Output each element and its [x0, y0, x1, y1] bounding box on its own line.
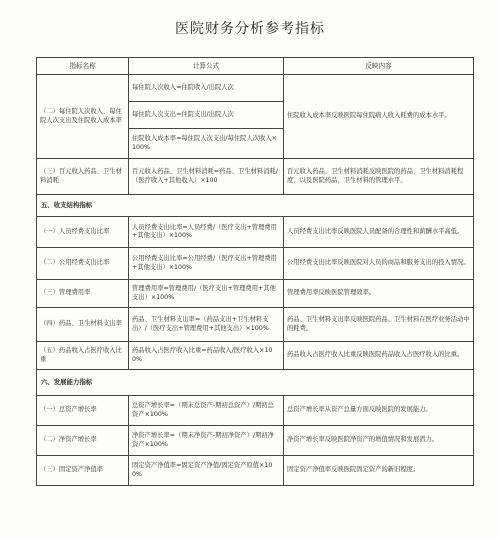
formula-cell: 总资产增长率=（期末总资产-期初总资产）/期初总资产×100%: [129, 396, 284, 426]
formula-cell: 公用经费支出比率=公用经费/（医疗支出+管理费用+其他支出）×100%: [129, 248, 284, 280]
indicator-name: （三）管理费用率: [37, 280, 129, 308]
formula-cell: 药品、卫生材料支出率=（药品支出+卫生材料支出）/（医疗支出+管理费用+其他支出）×100%: [129, 308, 284, 342]
content-cell: 公用经费支出比率反映医院对人员的商品和服务支出的投入情况。: [284, 248, 474, 280]
section-title: 六、发展能力指标: [37, 370, 474, 396]
section-row: [37, 195, 474, 217]
table-row: [37, 159, 474, 195]
formula-cell: 固定资产净值率=固定资产净值/固定资产原值×100%: [129, 456, 284, 486]
table-row: [37, 308, 474, 342]
indicator-name: （二）每住院人次收入、每住院人次支出及住院收入成本率: [37, 75, 129, 159]
content-cell: 管理费用率反映医院管理效率。: [284, 280, 474, 308]
table-row: [37, 456, 474, 486]
table-row: [37, 280, 474, 308]
table-row: [37, 426, 474, 456]
indicator-name: （二）净资产增长率: [37, 426, 129, 456]
header-content: 反映内容: [284, 58, 474, 75]
content-cell: 人员经费支出比率反映医院人员配备的合理性和薪酬水平高低。: [284, 217, 474, 248]
content-cell: 药品收入占医疗收入比重反映医院药品收入占医疗收入的比重。: [284, 342, 474, 370]
formula-cell: 药品收入占医疗收入比重=药品收入/医疗收入×100%: [129, 342, 284, 370]
content-cell: 固定资产净值率反映医院固定资产的新旧程度。: [284, 456, 474, 486]
table-row: [37, 396, 474, 426]
formula-cell: 每住院人次支出=住院支出/出院人次: [129, 102, 284, 129]
formula-cell: 百元收入药品、卫生材料消耗=药品、卫生材料消耗/（医疗收入+其他收入）×100: [129, 159, 284, 195]
document-title: 医院财务分析参考指标: [175, 21, 325, 37]
content-cell: 总资产增长率从资产总量方面反映医院的发展能力。: [284, 396, 474, 426]
content-cell: 住院收入成本率反映医院每住院病人收入耗费的成本水平。: [284, 75, 474, 159]
indicator-name: （四）药品、卫生材料支出率: [37, 308, 129, 342]
table-row: [37, 248, 474, 280]
table-row: [37, 217, 474, 248]
content-cell: 药品、卫生材料支出率反映医院药品、卫生材料在医疗业务活动中的耗费。: [284, 308, 474, 342]
table-header-row: [37, 58, 474, 75]
content-cell: 净资产增长率反映医院净资产的增值情况和发展潜力。: [284, 426, 474, 456]
indicator-name: （三）百元收入药品、卫生材料消耗: [37, 159, 129, 195]
formula-cell: 每住院人次收入=住院收入/出院人次: [129, 75, 284, 102]
indicator-table: [36, 57, 474, 486]
formula-cell: 住院收入成本率=每住院人次支出/每住院人次收入×100%: [129, 129, 284, 159]
header-indicator-name: 指标名称: [37, 58, 129, 75]
formula-cell: 人员经费支出比率=人员经费/（医疗支出+管理费用+其他支出）×100%: [129, 217, 284, 248]
table-row: [37, 75, 474, 102]
section-title: 五、收支结构指标: [37, 195, 474, 217]
indicator-name: （一）总资产增长率: [37, 396, 129, 426]
header-formula: 计算公式: [129, 58, 284, 75]
formula-cell: 管理费用率=管理费用/（医疗支出+管理费用+其他支出）×100%: [129, 280, 284, 308]
section-row: [37, 370, 474, 396]
indicator-name: （一）人员经费支出比率: [37, 217, 129, 248]
content-cell: 百元收入药品、卫生材料消耗反映医院的药品、卫生材料消耗程度，以及医院药品、卫生材料的管理水平。: [284, 159, 474, 195]
indicator-name: （三）固定资产净值率: [37, 456, 129, 486]
table-row: [37, 342, 474, 370]
formula-cell: 净资产增长率=（期末净资产-期初净资产）/期初净资产×100%: [129, 426, 284, 456]
indicator-name: （二）公用经费支出比率: [37, 248, 129, 280]
indicator-name: （五）药品收入占医疗收入比重: [37, 342, 129, 370]
